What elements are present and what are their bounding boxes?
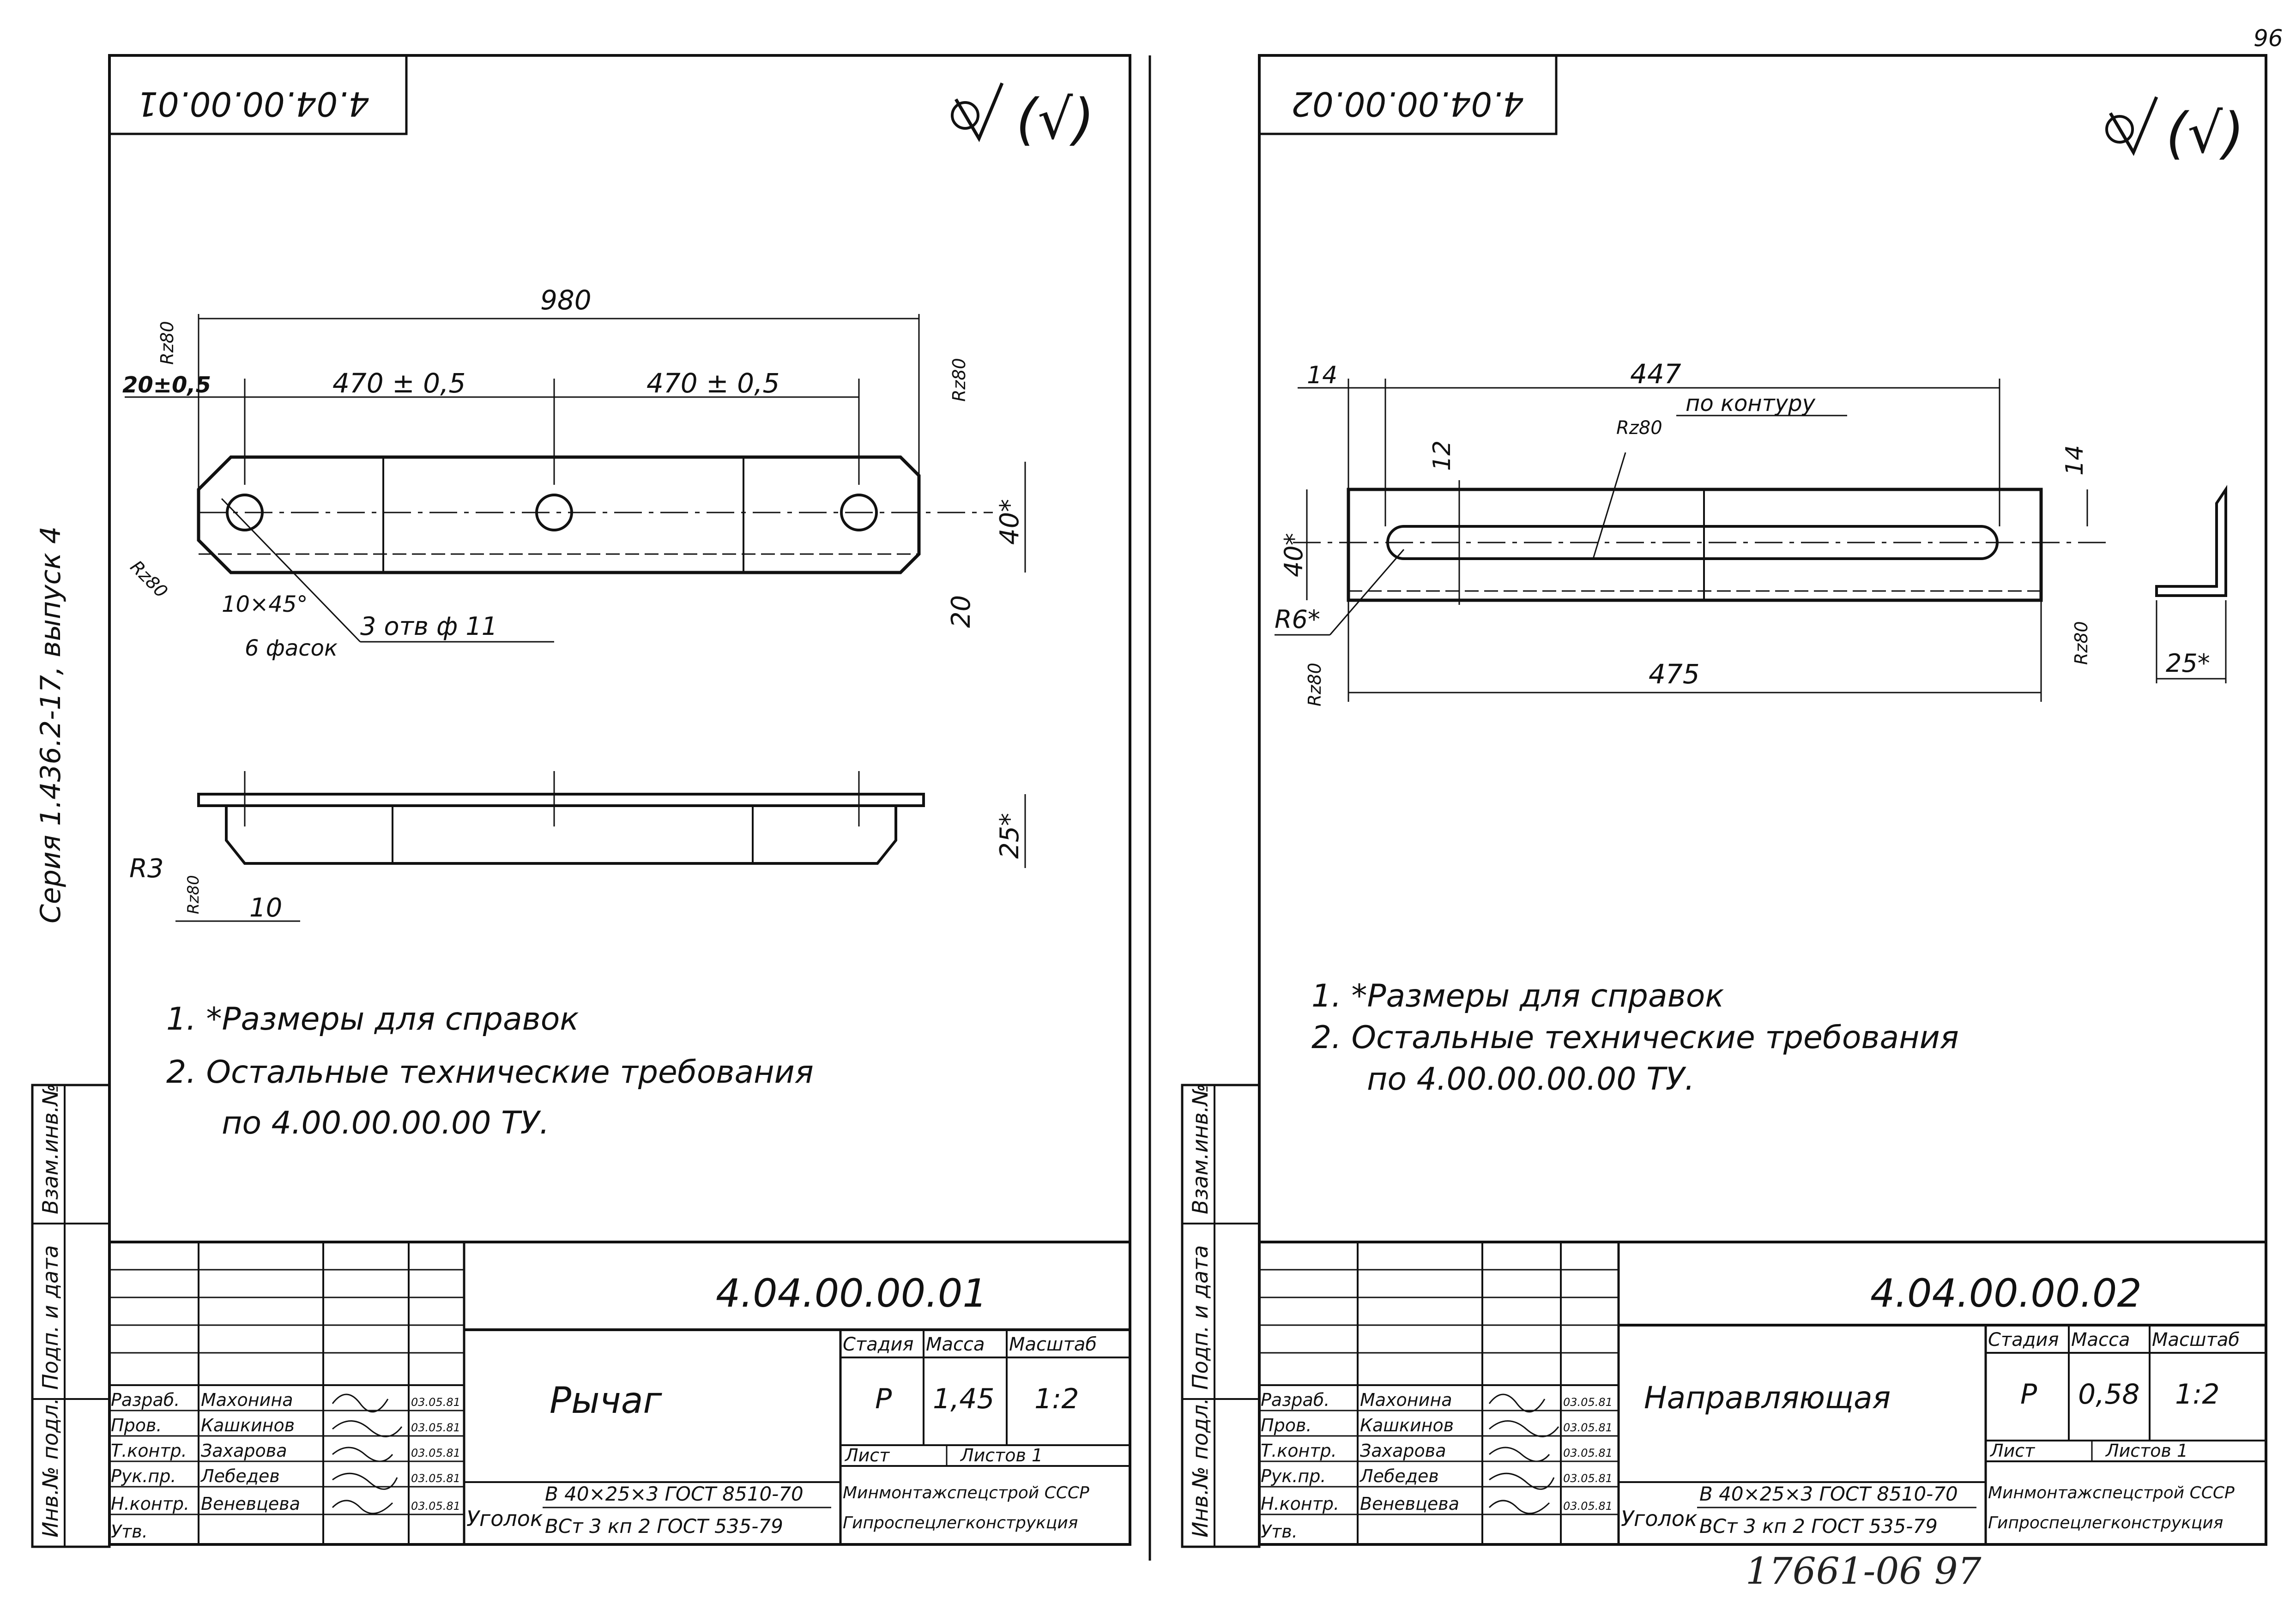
right-sheet (1182, 55, 2266, 1547)
right-org-1: Минмонтажспецстрой СССР (1988, 1483, 2235, 1502)
rough-4: Rz80 (184, 875, 203, 914)
dim-height: 25* (995, 813, 1025, 859)
left-note-2: 2. Остальные технические требования (166, 1054, 814, 1091)
dim-width-r: 40* (1279, 533, 1308, 577)
right-stage: Р (2020, 1378, 2037, 1411)
left-sheet (32, 55, 1130, 1547)
dim-radius: R3 (129, 854, 164, 884)
svg-text:Пров.: Пров. (111, 1415, 162, 1435)
right-mirror-code: 4.04.00.00.02 (1291, 84, 1524, 123)
lever-top-view (199, 314, 993, 573)
right-material-prefix: Уголок (1621, 1506, 1698, 1531)
left-note-1: 1. *Размеры для справок (166, 1001, 579, 1037)
left-surface-label: (√) (1016, 88, 1095, 152)
dim-flange: 10 (249, 893, 283, 923)
rough-1: Rz80 (157, 321, 177, 365)
right-material-bottom: ВСт 3 кп 2 ГОСТ 535-79 (1699, 1515, 1938, 1538)
left-hdr-scale: Масштаб (1009, 1334, 1097, 1355)
right-side-label-2: Подп. и дата (1188, 1245, 1213, 1390)
dim-contour: по контуру (1686, 391, 1815, 416)
svg-text:Лебедев: Лебедев (201, 1466, 280, 1486)
right-note-1: 1. *Размеры для справок (1311, 978, 1724, 1014)
left-side-label-2: Подп. и дата (38, 1245, 63, 1390)
svg-text:Разраб.: Разраб. (1261, 1390, 1330, 1410)
svg-text:03.05.81: 03.05.81 (411, 1500, 460, 1513)
left-material-top: В 40×25×3 ГОСТ 8510-70 (545, 1483, 804, 1505)
svg-text:Утв.: Утв. (1261, 1521, 1298, 1542)
series-label: Серия 1.436.2-17, выпуск 4 (35, 526, 67, 923)
dim-length: 447 (1630, 358, 1681, 390)
left-org-1: Минмонтажспецстрой СССР (843, 1483, 1089, 1502)
svg-text:03.05.81: 03.05.81 (1563, 1447, 1613, 1459)
left-material-bottom: ВСт 3 кп 2 ГОСТ 535-79 (545, 1515, 783, 1538)
svg-text:Разраб.: Разраб. (111, 1390, 180, 1410)
right-sheets-label: Листов 1 (2106, 1441, 2188, 1461)
dim-overall-r: 475 (1649, 658, 1700, 690)
right-org-2: Гипроспецлегконструкция (1988, 1514, 2223, 1532)
svg-text:03.05.81: 03.05.81 (1563, 1421, 1613, 1434)
svg-text:03.05.81: 03.05.81 (1563, 1500, 1613, 1513)
left-org-2: Гипроспецлегконструкция (843, 1514, 1078, 1532)
left-side-label-3: Взам.инв.№ (38, 1083, 63, 1214)
svg-text:Захарова: Захарова (201, 1441, 287, 1461)
svg-text:Рук.пр.: Рук.пр. (111, 1466, 176, 1486)
lever-side-view (199, 771, 1025, 868)
svg-text:03.05.81: 03.05.81 (1563, 1396, 1613, 1409)
left-sheet-label: Лист (845, 1445, 890, 1465)
footer-code: 17661-06 97 (1746, 1550, 1982, 1592)
svg-text:Т.контр.: Т.контр. (1261, 1441, 1337, 1461)
svg-text:Н.контр.: Н.контр. (111, 1494, 190, 1514)
dim-offset: 20 (946, 595, 976, 628)
left-hdr-mass: Масса (926, 1334, 985, 1355)
dim-holes: 3 отв ф 11 (360, 612, 498, 641)
svg-text:Веневцева: Веневцева (1360, 1494, 1459, 1514)
dim-end-left: 14 (1307, 362, 1338, 389)
right-hdr-mass: Масса (2071, 1329, 2130, 1351)
svg-text:Т.контр.: Т.контр. (111, 1441, 187, 1461)
dim-chamfers-count: 6 фасок (245, 635, 338, 661)
svg-text:Рук.пр.: Рук.пр. (1261, 1466, 1326, 1486)
svg-text:Кашкинов: Кашкинов (1360, 1415, 1454, 1435)
svg-text:Кашкинов: Кашкинов (201, 1415, 295, 1435)
left-mass: 1,45 (933, 1383, 995, 1415)
svg-text:03.05.81: 03.05.81 (411, 1396, 460, 1409)
left-hdr-stage: Стадия (843, 1334, 914, 1355)
page-number: 96 (2254, 25, 2283, 52)
svg-text:Махонина: Махонина (1360, 1390, 1452, 1410)
svg-text:Веневцева: Веневцева (201, 1494, 300, 1514)
guide-top-view (1293, 379, 2106, 702)
dim-width: 40* (995, 499, 1025, 545)
svg-text:03.05.81: 03.05.81 (411, 1447, 460, 1459)
svg-text:Утв.: Утв. (111, 1521, 148, 1542)
right-surface-symbol (2107, 97, 2157, 152)
left-part-name: Рычаг (550, 1380, 662, 1422)
right-designation: 4.04.00.00.02 (1870, 1271, 2142, 1316)
right-surface-label: (√) (2166, 102, 2245, 166)
right-sheet-label: Лист (1990, 1441, 2035, 1461)
dim-left-edge: 20±0,5 (122, 372, 211, 398)
svg-text:Лебедев: Лебедев (1360, 1466, 1439, 1486)
dim-end-right: 14 (2061, 445, 2089, 476)
svg-text:03.05.81: 03.05.81 (411, 1472, 460, 1485)
rough-r3: Rz80 (2071, 621, 2091, 665)
dim-radius-r: R6* (1275, 605, 1320, 634)
dim-pitch2: 470 ± 0,5 (647, 368, 780, 399)
svg-text:03.05.81: 03.05.81 (411, 1421, 460, 1434)
dim-leg: 25* (2166, 649, 2210, 678)
right-signatures (1261, 1390, 1613, 1542)
right-hdr-stage: Стадия (1988, 1329, 2059, 1351)
left-note-3: по 4.00.00.00.00 ТУ. (222, 1105, 550, 1141)
dim-slot: 12 (1428, 440, 1456, 471)
rough-2: Rz80 (949, 358, 969, 402)
dim-pitch1: 470 ± 0,5 (332, 368, 466, 399)
right-hdr-scale: Масштаб (2152, 1329, 2240, 1351)
left-side-label-1: Инв.№ подл. (38, 1398, 63, 1538)
right-material-top: В 40×25×3 ГОСТ 8510-70 (1699, 1483, 1958, 1505)
svg-text:Захарова: Захарова (1360, 1441, 1446, 1461)
dim-chamfer: 10×45° (222, 591, 308, 617)
left-scale: 1:2 (1034, 1383, 1079, 1415)
right-side-label-3: Взам.инв.№ (1188, 1083, 1213, 1214)
right-frame (1259, 55, 2266, 1544)
svg-text:Пров.: Пров. (1261, 1415, 1312, 1435)
right-side-label-1: Инв.№ подл. (1188, 1398, 1213, 1538)
left-designation: 4.04.00.00.01 (716, 1271, 987, 1316)
rough-3: Rz80 (126, 556, 172, 602)
left-surface-symbol (952, 83, 1002, 139)
left-stage: Р (875, 1383, 892, 1415)
left-mirror-code: 4.04.00.00.01 (137, 84, 369, 123)
rough-r2: Rz80 (1305, 663, 1325, 706)
left-material-prefix: Уголок (466, 1506, 543, 1531)
left-frame (109, 55, 1130, 1544)
left-sheets-label: Листов 1 (961, 1445, 1043, 1465)
right-note-3: по 4.00.00.00.00 ТУ. (1367, 1061, 1695, 1097)
svg-text:Н.контр.: Н.контр. (1261, 1494, 1340, 1514)
right-scale: 1:2 (2175, 1378, 2220, 1411)
right-mass: 0,58 (2078, 1378, 2140, 1411)
svg-text:03.05.81: 03.05.81 (1563, 1472, 1613, 1485)
dim-overall: 980 (540, 284, 592, 316)
right-part-name: Направляющая (1644, 1380, 1891, 1416)
right-note-2: 2. Остальные технические требования (1311, 1019, 1959, 1056)
svg-text:Махонина: Махонина (201, 1390, 293, 1410)
rough-r1: Rz80 (1616, 417, 1662, 439)
